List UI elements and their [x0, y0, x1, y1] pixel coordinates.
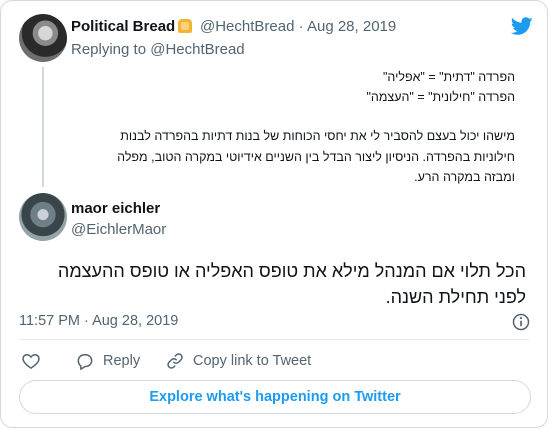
author-handle[interactable]: @EichlerMaor — [71, 221, 167, 238]
separator: · — [298, 18, 304, 35]
reply-label: Reply — [103, 353, 141, 369]
author-name[interactable]: maor eichler — [71, 200, 161, 217]
copy-link-button[interactable] — [165, 351, 311, 371]
tweet-text-line: ומבזה במקרה הרע. — [414, 170, 515, 184]
tweet-text-line: הפרדה "חילונית" = "העצמה" — [366, 90, 515, 104]
copy-link-label: Copy link to Tweet — [193, 353, 312, 369]
avatar[interactable] — [19, 193, 67, 241]
like-button[interactable] — [21, 351, 49, 371]
replying-to[interactable]: Replying to @HechtBread — [71, 41, 245, 58]
reply-icon — [75, 351, 95, 371]
tweet-date[interactable]: Aug 28, 2019 — [306, 18, 397, 35]
link-icon — [165, 351, 185, 371]
tweet-text-line: חילוניות בהפרדה. הניסיון ליצור הבדל בין השניים אידיוטי במקרה הטוב, מפלה — [117, 150, 515, 164]
tweet-timestamp[interactable]: 11:57 PM · Aug 28, 2019 — [19, 313, 179, 329]
explore-twitter-button[interactable]: Explore what's happening on Twitter — [19, 380, 531, 414]
twitter-bird-icon[interactable] — [509, 15, 535, 37]
reply-button[interactable] — [75, 351, 140, 371]
author-name[interactable] — [71, 18, 192, 35]
bread-icon — [178, 19, 192, 33]
heart-icon — [21, 351, 41, 371]
tweet-main-text — [56, 258, 526, 310]
tweet-text-line: מישהו יכול בעצם להסביר לי את יחסי הכוחות של בנות דתיות בהפרדה לבנות — [120, 129, 515, 143]
info-icon[interactable] — [511, 312, 531, 332]
divider — [19, 339, 529, 340]
thread-connector — [42, 67, 44, 187]
author-name-text[interactable]: Political Bread — [71, 18, 176, 35]
tweet-text-line: הכל תלוי אם המנהל מילא את טופס האפליה או טופס ההעצמה — [57, 261, 526, 281]
avatar[interactable] — [19, 14, 67, 62]
author-handle[interactable]: @HechtBread — [200, 18, 295, 35]
tweet-text-line: לפני תחילת השנה. — [385, 287, 526, 307]
tweet-text-line: הפרדה "דתית" = "אפליה" — [382, 70, 515, 84]
author-handle-date — [200, 18, 396, 35]
